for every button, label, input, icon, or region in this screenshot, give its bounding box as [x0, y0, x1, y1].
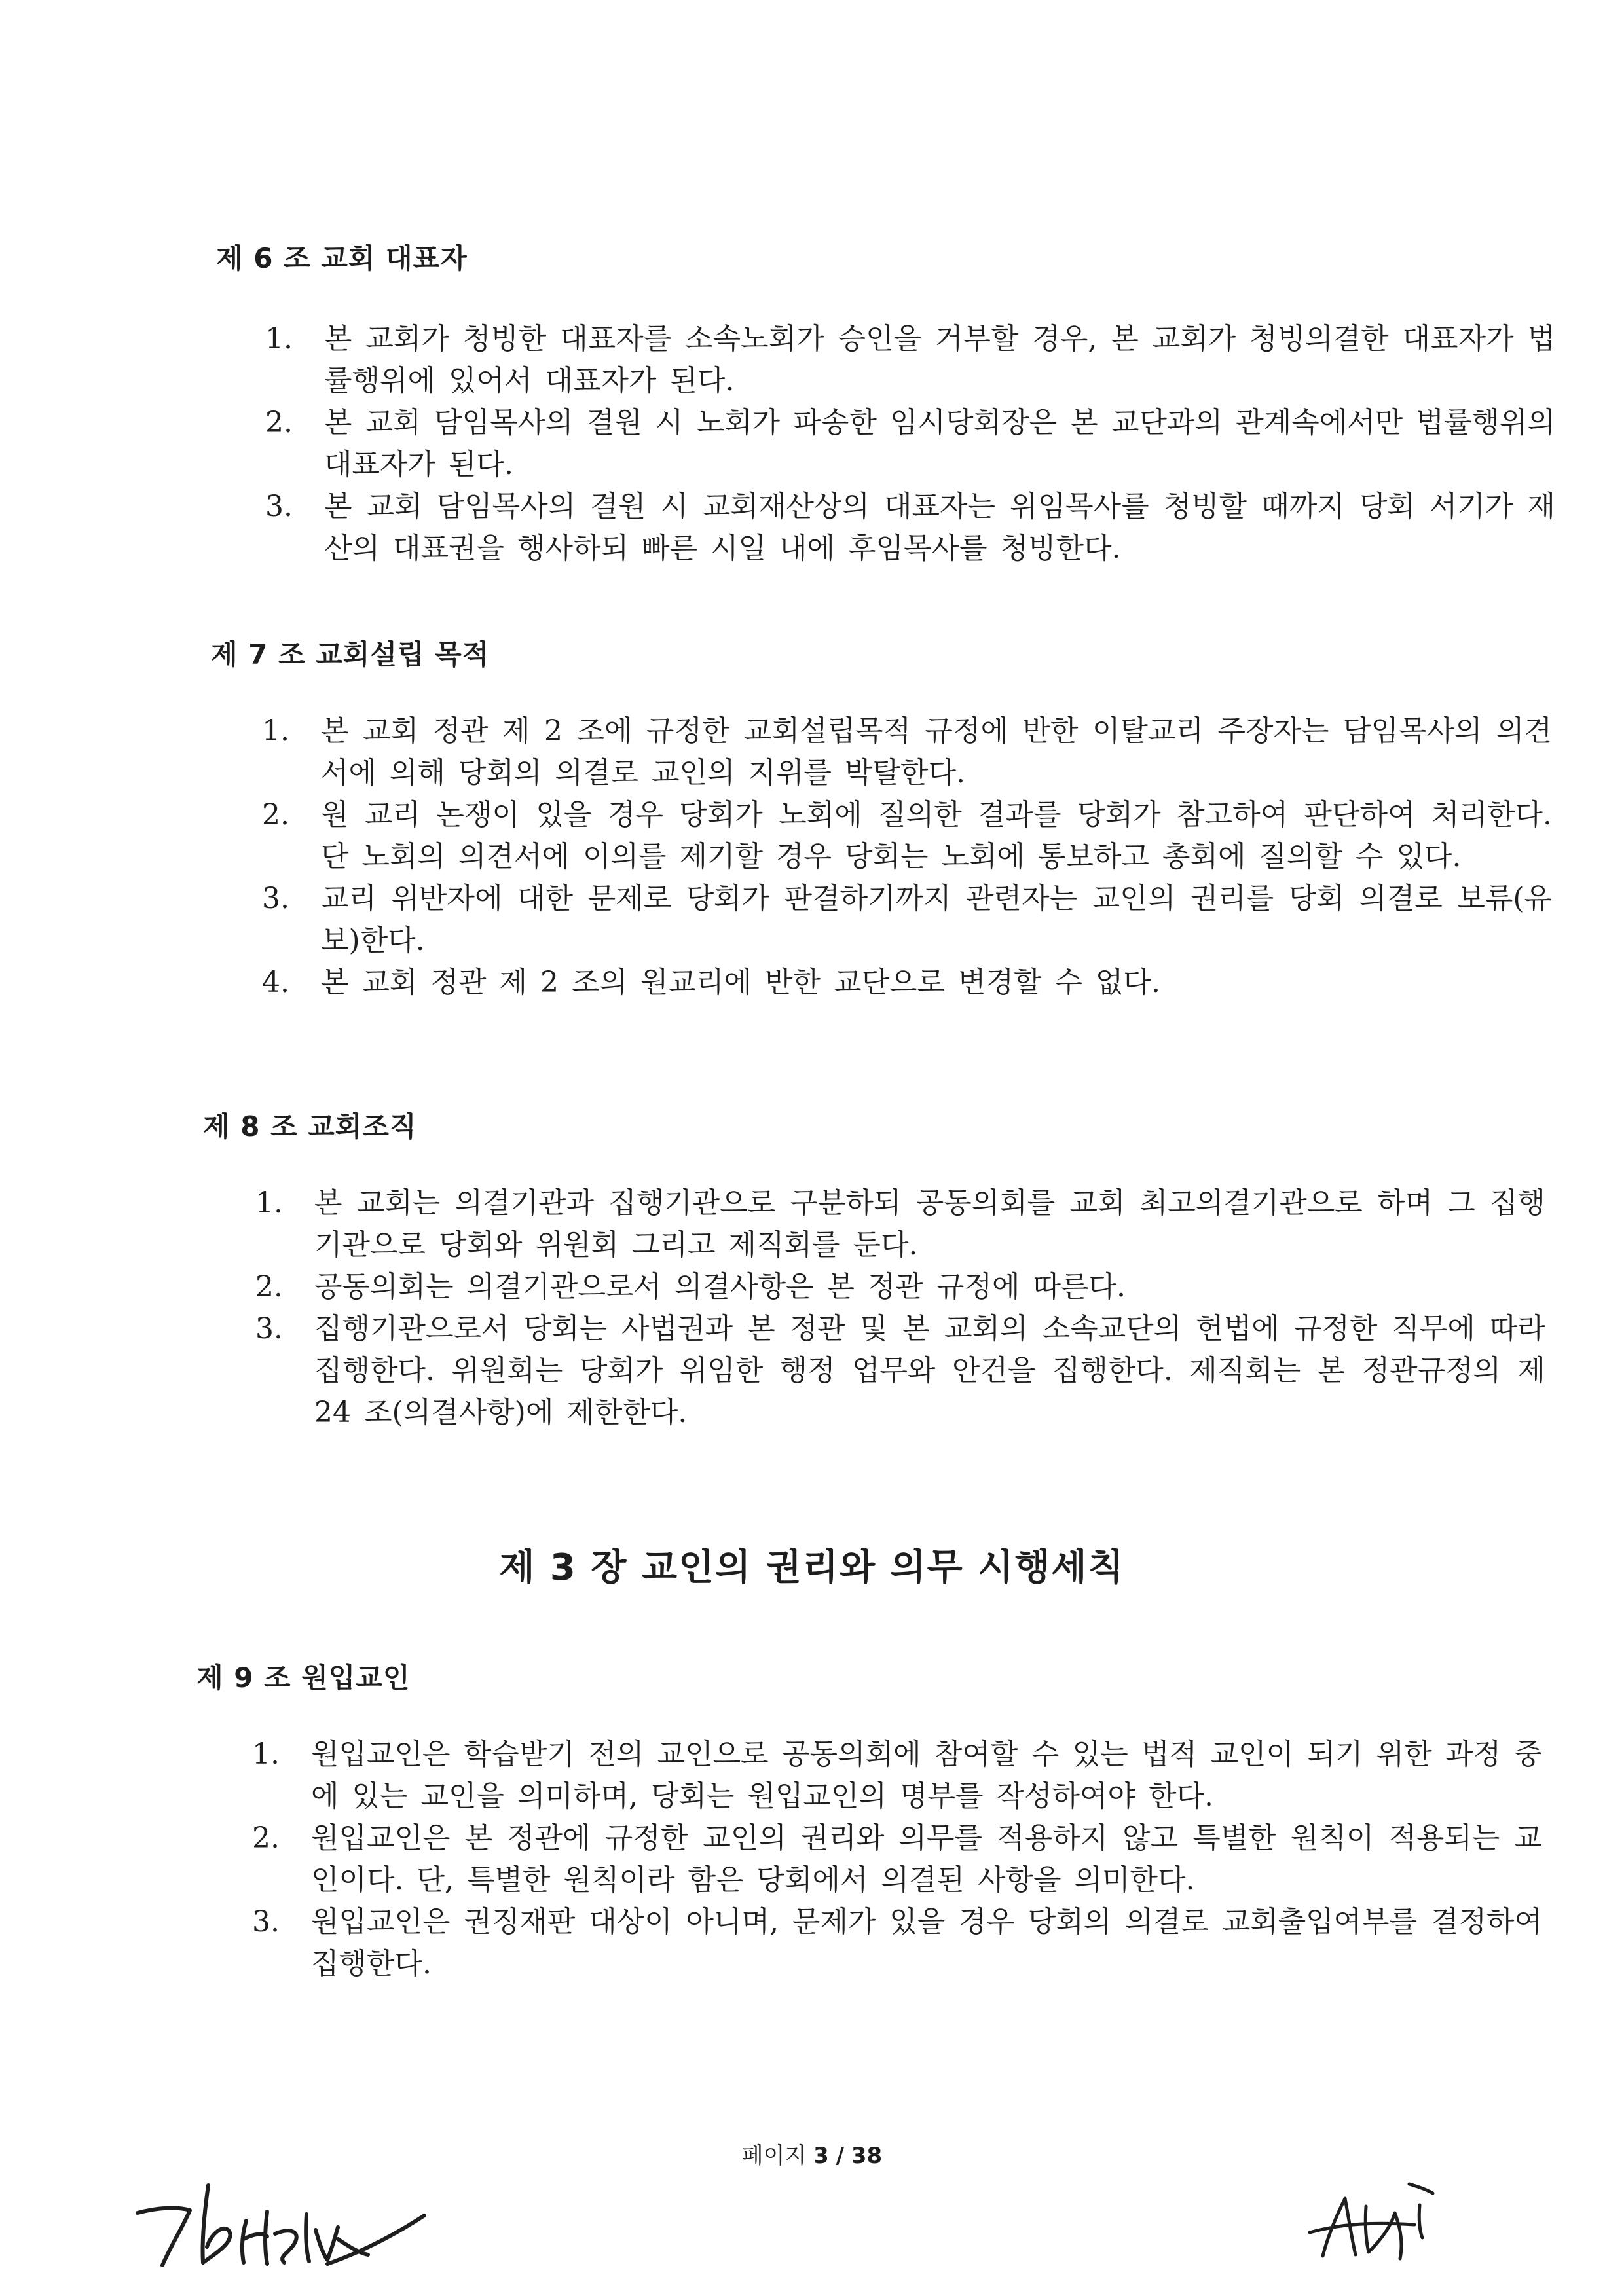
clause-text: 원입교인은 학습받기 전의 교인으로 공동의회에 참여할 수 있는 법적 교인이 되기 위한 과정 중에 있는 교인을 의미하며, 당회는 원입교인의 명부를 작성하여야 한다.: [311, 1738, 1542, 1813]
article-9-clauses: [252, 1734, 1542, 1985]
article-8-clause-1: [255, 1182, 1545, 1266]
clause-number: 1.: [252, 1738, 280, 1771]
clause-number: 2.: [262, 798, 289, 831]
clause-text: 본 교회는 의결기관과 집행기관으로 구분하되 공동의회를 교회 최고의결기관으로 하며 그 집행기관으로 당회와 위원회 그리고 제직회를 둔다.: [314, 1186, 1545, 1262]
clause-text: 본 교회 정관 제 2 조에 규정한 교회설립목적 규정에 반한 이탈교리 주장자는 담임목사의 의견서에 의해 당회의 의결로 교인의 지위를 박탈한다.: [321, 714, 1552, 790]
page-label: 페이지: [741, 2143, 807, 2169]
article-6-clause-2: [265, 402, 1555, 486]
clause-text: 교리 위반자에 대한 문제로 당회가 판결하기까지 관련자는 교인의 권리를 당회 의결로 보류(유보)한다.: [321, 882, 1552, 957]
chapter-heading: 제 3 장 교인의 권리와 의무 시행세칙: [499, 1546, 1125, 1589]
clause-text: 집행기관으로서 당회는 사법권과 본 정관 및 본 교회의 소속교단의 헌법에 규정한 직무에 따라 집행한다. 위원회는 당회가 위임한 행정 업무와 안건을 집행한다. 제직회는 본 정관규정의 제 24 조(의결사항)에 제한한다.: [314, 1312, 1545, 1429]
clause-number: 2.: [252, 1821, 280, 1855]
clause-text: 원입교인은 권징재판 대상이 아니며, 문제가 있을 경우 당회의 의결로 교회출입여부를 결정하여 집행한다.: [311, 1905, 1542, 1980]
page-current: 3: [813, 2143, 829, 2169]
article-6-clause-3: [265, 486, 1555, 570]
article-8-clause-3: [255, 1308, 1545, 1434]
clause-text: 원 교리 논쟁이 있을 경우 당회가 노회에 질의한 결과를 당회가 참고하여 판단하여 처리한다. 단 노회의 의견서에 이의를 제기할 경우 당회는 노회에 통보하고 총회에 질의할 수 있다.: [321, 798, 1552, 873]
clause-number: 2.: [255, 1270, 283, 1303]
clause-number: 2.: [265, 406, 293, 439]
handwritten-signature-icon: [131, 2174, 432, 2272]
article-6-clause-1: [265, 318, 1555, 402]
clause-text: 본 교회 정관 제 2 조의 원교리에 반한 교단으로 변경할 수 없다.: [321, 966, 1160, 999]
clause-number: 4.: [262, 966, 289, 999]
article-9-heading: 제 9 조 원입교인: [196, 1662, 411, 1694]
article-7-clause-4: [262, 962, 1552, 1004]
article-6-clauses: [265, 318, 1555, 570]
clause-number: 3.: [265, 490, 293, 523]
clause-number: 3.: [252, 1905, 280, 1939]
clause-text: 공동의회는 의결기관으로서 의결사항은 본 정관 규정에 따른다.: [314, 1270, 1126, 1303]
page-separator: /: [836, 2143, 845, 2169]
clause-number: 1.: [265, 322, 293, 355]
clause-text: 본 교회 담임목사의 결원 시 교회재산상의 대표자는 위임목사를 청빙할 때까지 당회 서기가 재산의 대표권을 행사하되 빠른 시일 내에 후임목사를 청빙한다.: [324, 490, 1555, 565]
clause-number: 1.: [262, 714, 289, 748]
article-8-clauses: [255, 1182, 1545, 1434]
page-indicator: [0, 2138, 1624, 2170]
article-7-clause-1: [262, 710, 1552, 794]
article-7-clause-3: [262, 878, 1552, 962]
article-8-clause-2: [255, 1266, 1545, 1308]
article-7-clauses: [262, 710, 1552, 1004]
article-9-clause-2: [252, 1817, 1542, 1901]
clause-text: 원입교인은 본 정관에 규정한 교인의 권리와 의무를 적용하지 않고 특별한 원칙이 적용되는 교인이다. 단, 특별한 원칙이라 함은 당회에서 의결된 사항을 의미한다.: [311, 1821, 1542, 1897]
article-7-heading: 제 7 조 교회설립 목적: [211, 638, 490, 670]
article-9-clause-3: [252, 1901, 1542, 1985]
clause-number: 3.: [262, 882, 289, 915]
handwritten-initials-icon: [1303, 2167, 1473, 2265]
page-total: 38: [851, 2143, 883, 2169]
clause-text: 본 교회 담임목사의 결원 시 노회가 파송한 임시당회장은 본 교단과의 관계속에서만 법률행위의 대표자가 된다.: [324, 406, 1555, 481]
clause-text: 본 교회가 청빙한 대표자를 소속노회가 승인을 거부할 경우, 본 교회가 청빙의결한 대표자가 법률행위에 있어서 대표자가 된다.: [324, 322, 1555, 397]
article-8-heading: 제 8 조 교회조직: [203, 1110, 417, 1142]
clause-number: 1.: [255, 1186, 283, 1220]
article-7-clause-2: [262, 794, 1552, 878]
article-6-heading: 제 6 조 교회 대표자: [216, 242, 468, 274]
clause-number: 3.: [255, 1312, 283, 1345]
article-9-clause-1: [252, 1734, 1542, 1817]
